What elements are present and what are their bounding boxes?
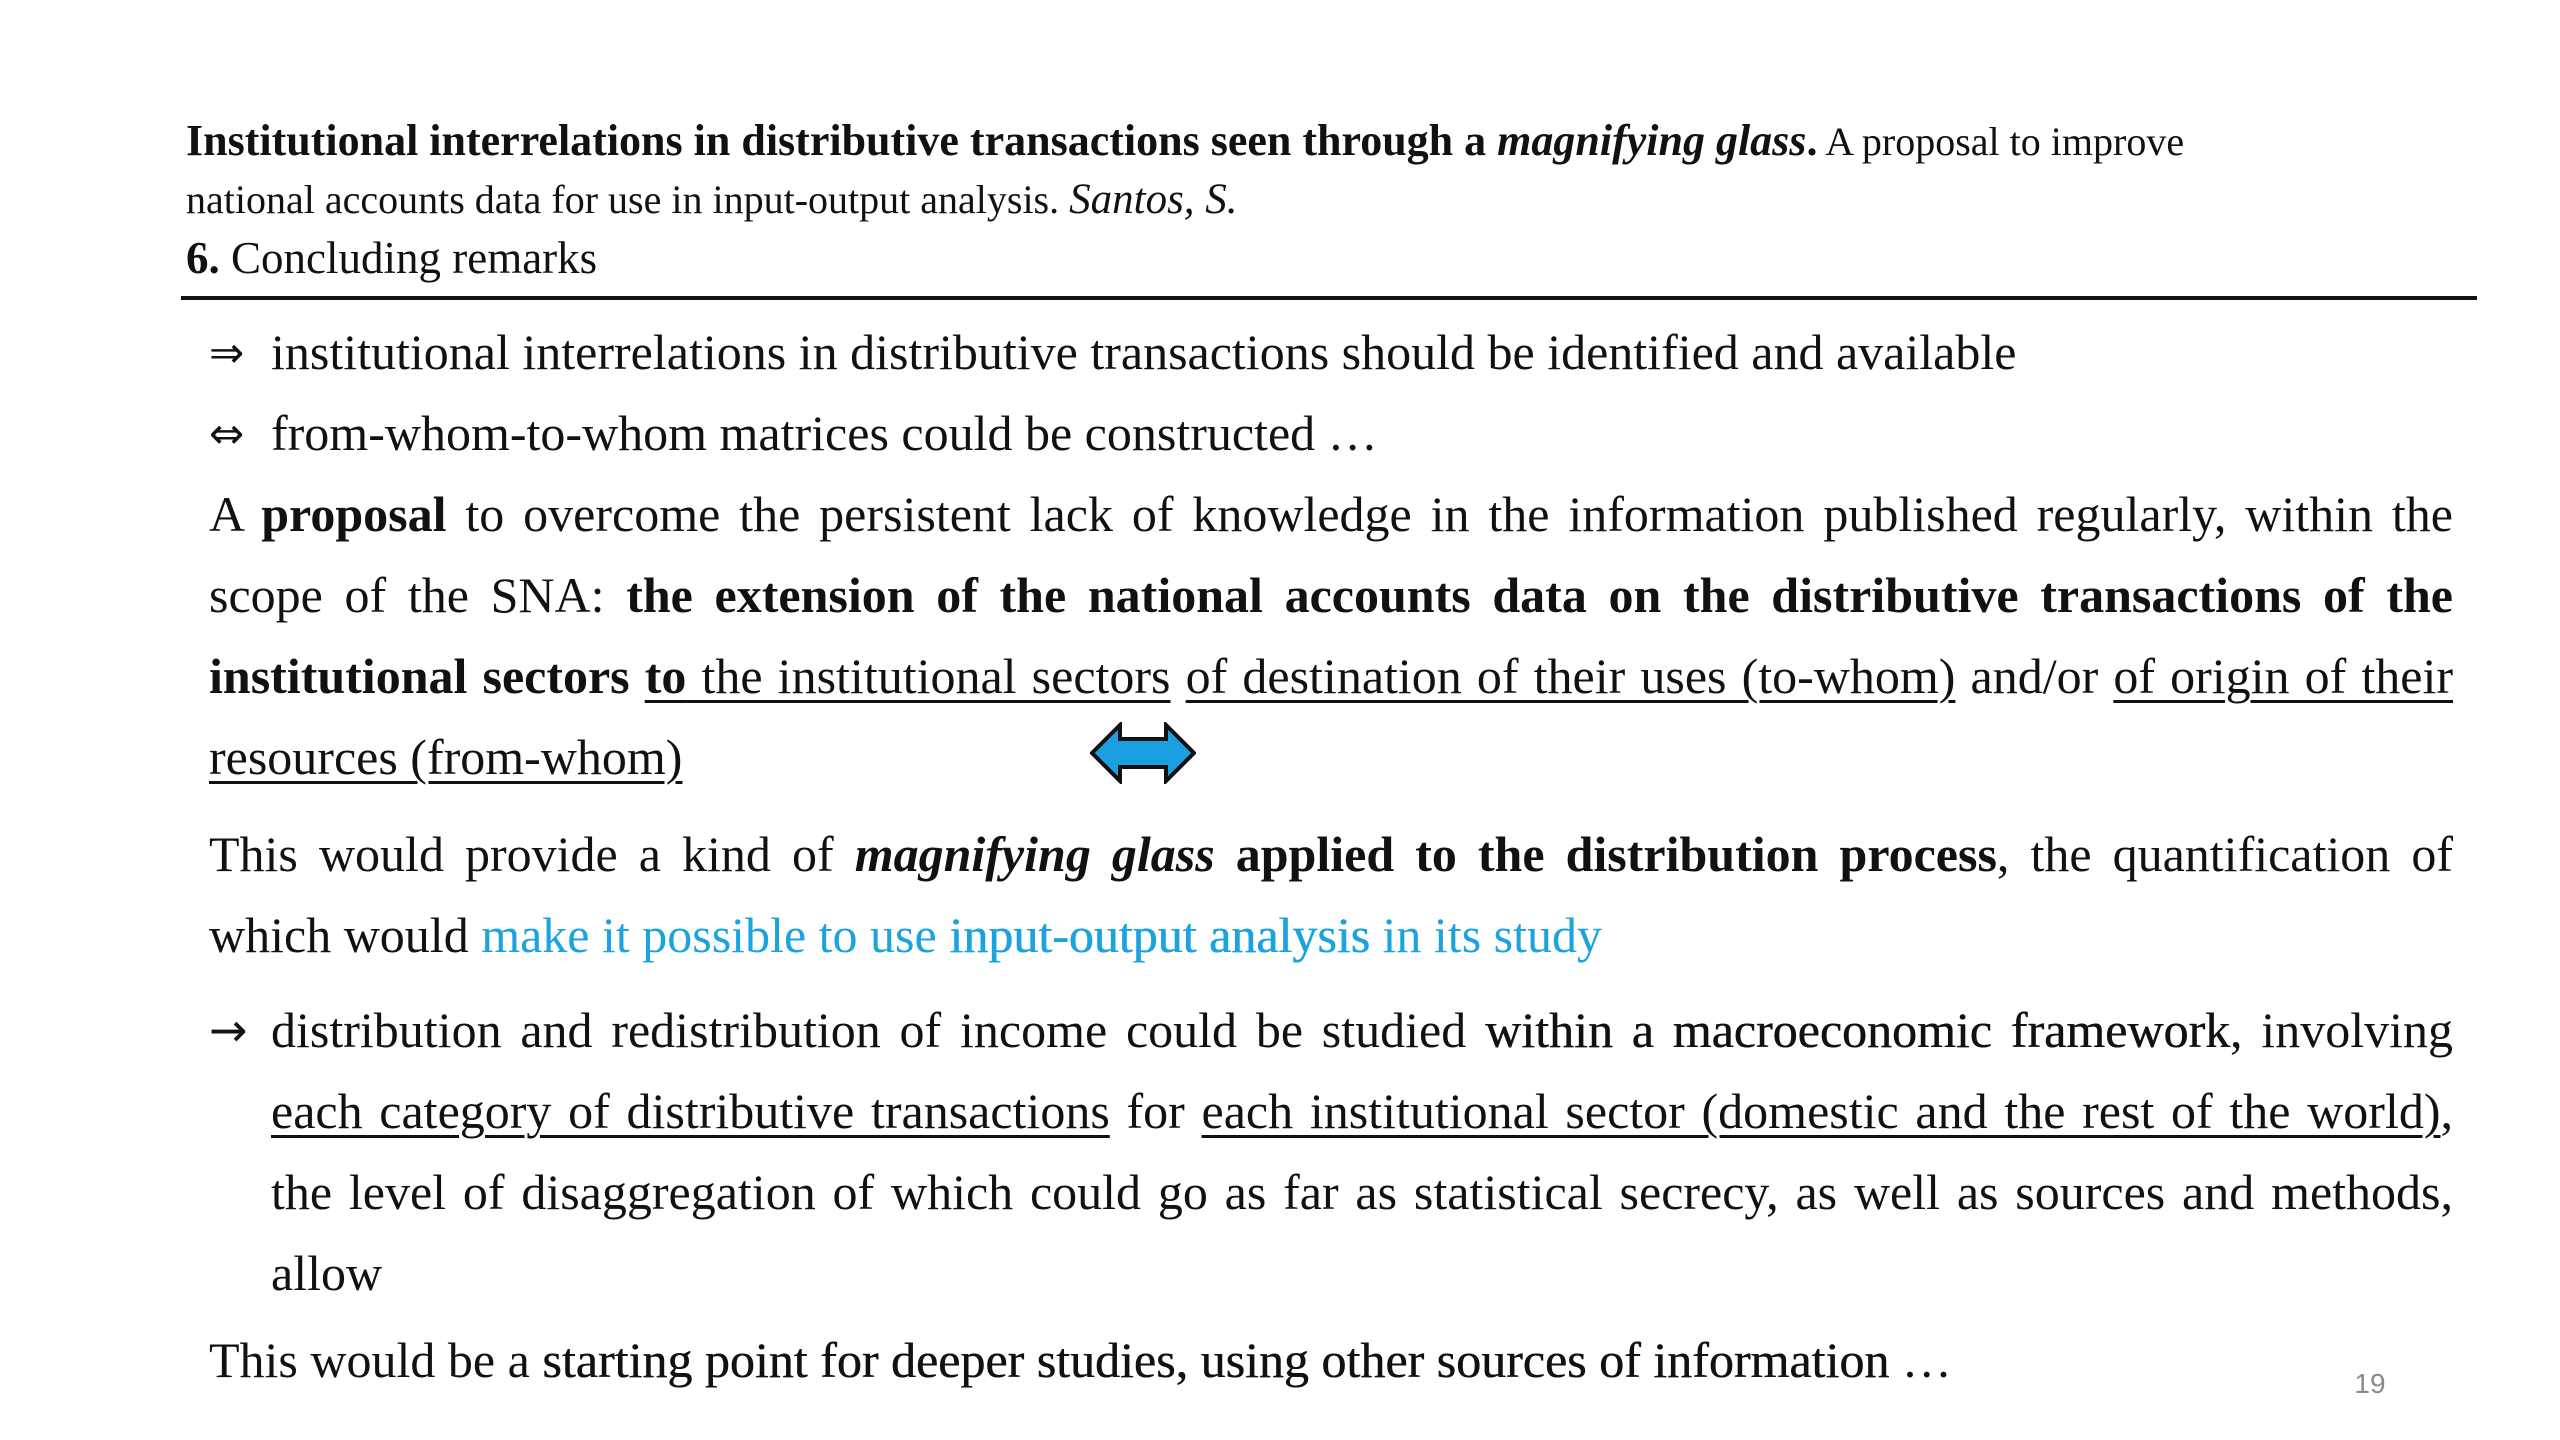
paper-title-period: . bbox=[1806, 116, 1818, 165]
paper-title-italic: magnifying glass bbox=[1497, 116, 1807, 165]
proposal-text-3: to overcome the persistent lack of knowledge in the information published regularly, within the scope of the SNA: bbox=[209, 486, 2454, 623]
page-number: 19 bbox=[2354, 1368, 2386, 1399]
proposal-and-or: and/or bbox=[1955, 648, 2114, 704]
left-right-arrow-icon bbox=[1090, 722, 1196, 784]
closing-line bbox=[209, 1320, 2453, 1401]
section-number: 6. bbox=[186, 233, 220, 283]
macro-framework-text: within a macroeconomic framework bbox=[1485, 1002, 2231, 1058]
proposal-institutional-sectors: the institutional sectors bbox=[686, 648, 1171, 704]
starting-point-text: starting point for deeper studies, using other sources of information bbox=[542, 1332, 1890, 1388]
closing-text-1: This would be a bbox=[209, 1332, 543, 1388]
category-transactions-text: each category of distributive transactions bbox=[271, 1083, 1110, 1139]
proposal-space bbox=[1171, 648, 1186, 704]
paper-title: Institutional interrelations in distributive transactions seen through a bbox=[186, 116, 1498, 165]
equivalence-text: from-whom-to-whom matrices could be constructed … bbox=[271, 405, 1378, 461]
bullet-text bbox=[271, 990, 2453, 1314]
slide-header bbox=[186, 112, 2486, 287]
proposal-origin-resources: of origin of their resources (from-whom) bbox=[209, 648, 2454, 785]
bullet-paragraph bbox=[209, 990, 2453, 1314]
equivalence-line bbox=[209, 393, 2453, 474]
header-line-1 bbox=[186, 112, 2486, 171]
implies-arrow-icon: ⇒ bbox=[209, 328, 245, 377]
institutional-sector-text: each institutional sector (domestic and the rest of the world) bbox=[1201, 1083, 2441, 1139]
bullet-text-1: distribution and redistribution of income could be studied bbox=[271, 1002, 1486, 1058]
proposal-destination-uses: of destination of their uses (to-whom) bbox=[1185, 648, 1956, 704]
io-text-3: in its study bbox=[1370, 907, 1602, 963]
equivalence-arrow-icon: ⇔ bbox=[209, 409, 245, 458]
magnifying-text-1: This would provide a kind of bbox=[209, 826, 855, 882]
bullet-text-3: , involving bbox=[2230, 1002, 2453, 1058]
io-text-1: make it possible to use bbox=[481, 907, 950, 963]
proposal-keyword: proposal bbox=[261, 486, 447, 542]
io-analysis-term: input-output analysis bbox=[949, 907, 1371, 963]
header-divider bbox=[181, 296, 2477, 300]
proposal-to-word: to bbox=[644, 648, 687, 704]
section-heading bbox=[186, 229, 2486, 287]
implies-text: institutional interrelations in distributive transactions should be identified and available bbox=[271, 324, 2017, 380]
implies-line bbox=[209, 312, 2453, 393]
paper-subtitle-part1: A proposal to improve bbox=[1817, 119, 2185, 164]
bullet-text-5: for bbox=[1109, 1083, 1202, 1139]
header-line-2 bbox=[186, 171, 2486, 229]
closing-ellipsis: … bbox=[1889, 1332, 1952, 1388]
bullet-text-7: , the level of disaggregation of which could go as far as statistical secrecy, as well as sources and methods, allow bbox=[271, 1083, 2453, 1301]
right-arrow-icon: → bbox=[209, 1003, 248, 1057]
proposal-paragraph bbox=[209, 474, 2453, 798]
section-title: Concluding remarks bbox=[219, 233, 598, 283]
magnifying-glass-term: magnifying glass bbox=[854, 826, 1215, 882]
proposal-text-1: A bbox=[209, 486, 262, 542]
magnifying-text-4: , the quantification of which would bbox=[209, 826, 2453, 963]
proposal-extension-text: the extension of the national accounts data on the distributive transactions of the institutional sectors bbox=[209, 567, 2453, 704]
paper-subtitle-part2: national accounts data for use in input-output analysis. bbox=[186, 177, 1070, 222]
magnifying-paragraph bbox=[209, 814, 2453, 976]
paper-author: Santos, S. bbox=[1069, 176, 1238, 223]
distribution-process-text: applied to the distribution process bbox=[1214, 826, 1997, 882]
